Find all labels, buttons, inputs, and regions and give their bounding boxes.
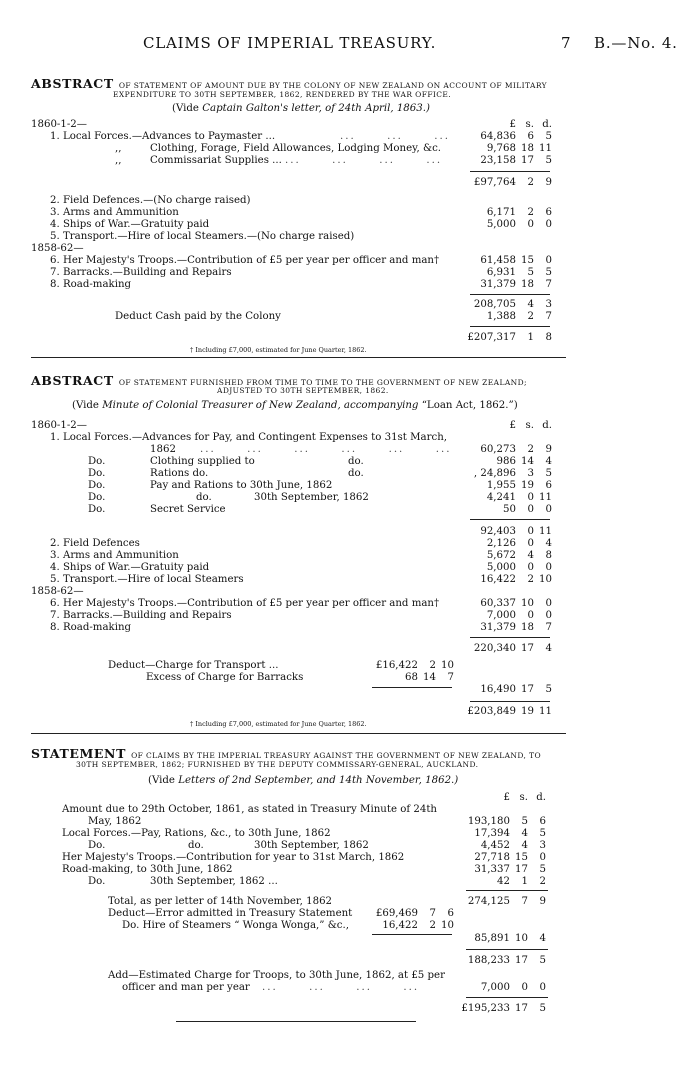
sum-rule (470, 294, 550, 295)
section-2-heading-lead: ABSTRACT (31, 373, 114, 388)
section-3-heading-lead: STATEMENT (31, 746, 126, 761)
pence: 10 (539, 574, 552, 585)
s3-deduct-total (452, 933, 548, 945)
pence: 0 (545, 562, 552, 573)
sum-rule (466, 949, 548, 950)
s2-row-amount (458, 504, 554, 516)
pounds: 5,000 (486, 219, 516, 230)
col-pound: £ (509, 420, 516, 431)
s1-row-amount (458, 219, 554, 231)
s1-row-amount (458, 143, 554, 155)
shillings: 5 (527, 267, 534, 278)
pence: 4 (545, 456, 552, 467)
s2-row-label: 7. Barracks.—Building and Repairs (50, 610, 232, 621)
s1-row-label: 7. Barracks.—Building and Repairs (50, 267, 232, 278)
pounds: 60,337 (480, 598, 516, 609)
sum-rule (372, 687, 452, 688)
shillings: 4 (521, 828, 528, 839)
closing-rule (176, 1021, 416, 1022)
pence: 5 (545, 684, 552, 695)
s3-row-label: 30th September, 1862 ... (150, 876, 278, 887)
pence: 9 (545, 177, 552, 188)
s2-row-amount (458, 538, 554, 550)
pounds: 6,931 (486, 267, 516, 278)
col-shillings: s. (525, 119, 534, 130)
shillings: 7 (521, 896, 528, 907)
s1-row-amount (458, 131, 554, 143)
pence: 5 (545, 468, 552, 479)
s1-row-label: 1. Local Forces.—Advances to Paymaster ... (50, 131, 276, 142)
s1-row-label: Commissariat Supplies ... (150, 155, 282, 166)
shillings: 1 (527, 332, 534, 343)
shillings: 2 (527, 574, 534, 585)
pounds: 193,180 (467, 816, 510, 827)
section-3-vide-source: Letters of 2nd September, and 14th November, 1862.) (178, 775, 459, 786)
shillings: 17 (515, 1003, 528, 1014)
s2-row-amount (458, 550, 554, 562)
pounds: 42 (497, 876, 510, 887)
s1-row-label: 3. Arms and Ammunition (50, 207, 179, 218)
s2-row-label: Clothing supplied to (150, 456, 255, 467)
pence: 0 (545, 504, 552, 515)
pence: 8 (545, 332, 552, 343)
pence: 5 (545, 155, 552, 166)
s2-row-amount (458, 562, 554, 574)
ditto-do: Do. (88, 468, 106, 479)
s1-row-amount (458, 279, 554, 291)
pence: 4 (545, 643, 552, 654)
s2-subtotal (458, 643, 554, 655)
col-pound: £ (503, 792, 510, 803)
s2-row-amount (458, 468, 554, 480)
s3-add-amount (452, 982, 548, 994)
shillings: 0 (521, 982, 528, 993)
s2-row-label: 4. Ships of War.—Gratuity paid (50, 562, 210, 573)
section-3-vide (148, 775, 458, 787)
pence: 8 (545, 550, 552, 561)
ditto-do: do. (348, 456, 364, 467)
pence: 11 (539, 143, 552, 154)
col-pound: £ (509, 119, 516, 130)
s2-row-label: 3. Arms and Ammunition (50, 550, 179, 561)
s2-row-amount (458, 456, 554, 468)
pounds: 50 (503, 504, 516, 515)
pounds: 68 (405, 672, 418, 683)
sum-rule (470, 701, 550, 702)
ditto-do: Do. (88, 840, 106, 851)
section-2-vide-source: Minute of Colonial Treasurer of New Zealand, accompanying (102, 400, 419, 411)
pounds: 5,672 (486, 550, 516, 561)
page-number: 7 (561, 34, 572, 52)
section-divider (31, 357, 566, 358)
pounds: £97,764 (473, 177, 516, 188)
s2-row-label-cont: 1862 (150, 444, 176, 455)
pence: 5 (539, 828, 546, 839)
section-2-footnote: † Including £7,000, estimated for June Quarter, 1862. (190, 720, 367, 728)
section-2-column-headers (458, 420, 554, 432)
s3-row-amount (452, 840, 548, 852)
s2-row-label: 1. Local Forces.—Advances for Pay, and Contingent Expenses to 31st March, (50, 432, 447, 443)
pounds: 4,241 (486, 492, 516, 503)
pounds: 986 (496, 456, 516, 467)
shillings: 0 (527, 219, 534, 230)
section-2-heading-line2: ADJUSTED TO 30TH SEPTEMBER, 1862. (217, 386, 389, 395)
pounds: 61,458 (480, 255, 516, 266)
s3-row-label: 30th September, 1862 (254, 840, 369, 851)
pence: 0 (545, 610, 552, 621)
s2-deduct-transport-label: Deduct—Charge for Transport ... (108, 660, 279, 671)
ditto-do: do. (348, 468, 364, 479)
section-3-heading-line2: 30TH SEPTEMBER, 1862; FURNISHED BY THE DEPUTY COMMISSARY-GENERAL, AUCKLAND. (76, 760, 479, 769)
s1-row-label: Clothing, Forage, Field Allowances, Lodging Money, &c. (150, 143, 442, 154)
s2-row-label: 2. Field Defences (50, 538, 140, 549)
shillings: 2 (527, 207, 534, 218)
leader-dots: ... ... ... ... (285, 155, 443, 166)
pounds: 31,337 (474, 864, 510, 875)
s2-row-label: 5. Transport.—Hire of local Steamers (50, 574, 244, 585)
pence: 0 (539, 852, 546, 863)
pence: 0 (545, 598, 552, 609)
shillings: 17 (521, 684, 534, 695)
s1-row-label: 5. Transport.—Hire of local Steamers.—(No charge raised) (50, 231, 355, 242)
section-1-year-1860: 1860-1-2— (31, 119, 87, 130)
pence: 5 (545, 267, 552, 278)
s2-row-amount (458, 574, 554, 586)
sum-rule (470, 519, 550, 520)
pence: 7 (447, 672, 454, 683)
section-1-vide-prefix: (Vide (172, 103, 199, 114)
shillings: 17 (521, 155, 534, 166)
pence: 9 (545, 444, 552, 455)
shillings: 2 (527, 177, 534, 188)
ditto-do: Do. (88, 492, 106, 503)
shillings: 10 (521, 598, 534, 609)
s3-row-amount (452, 816, 548, 828)
pence: 10 (441, 920, 454, 931)
s2-deduct-barracks-label: Excess of Charge for Barracks (146, 672, 304, 683)
pounds: 23,158 (480, 155, 516, 166)
pounds: £69,469 (375, 908, 418, 919)
s1-row-label: 6. Her Majesty's Troops.—Contribution of £5 per year per officer and man† (50, 255, 440, 266)
sum-rule (466, 997, 548, 998)
shillings: 17 (515, 864, 528, 875)
s3-total-amount (452, 896, 548, 908)
shillings: 19 (521, 706, 534, 717)
section-3-vide-prefix: (Vide (148, 775, 175, 786)
s3-total-label: Total, as per letter of 14th November, 1862 (108, 896, 333, 907)
sum-rule (470, 637, 550, 638)
shillings: 14 (521, 456, 534, 467)
s3-row-amount (452, 876, 548, 888)
pence: 0 (539, 982, 546, 993)
s1-deduct-label: Deduct Cash paid by the Colony (115, 311, 281, 322)
s2-row-amount (458, 622, 554, 634)
pounds: 17,394 (474, 828, 510, 839)
shillings: 19 (521, 480, 534, 491)
shillings: 7 (429, 908, 436, 919)
s3-add-label: Add—Estimated Charge for Troops, to 30th June, 1862, at £5 per (108, 970, 445, 981)
col-pence: d. (536, 792, 546, 803)
shillings: 4 (521, 840, 528, 851)
pence: 7 (545, 622, 552, 633)
section-2-vide-prefix: (Vide (72, 400, 99, 411)
s3-subtotal (452, 955, 548, 967)
pounds: 16,422 (382, 920, 418, 931)
pence: 7 (545, 311, 552, 322)
section-1-heading-line2: EXPENDITURE TO 30TH SEPTEMBER, 1862, RENDERED BY THE WAR OFFICE. (113, 90, 452, 99)
s3-deduct-steamers-amount (360, 920, 456, 932)
shillings: 6 (527, 131, 534, 142)
section-2-vide (72, 400, 518, 412)
pounds: £207,317 (467, 332, 516, 343)
s1-deduct-amount (458, 311, 554, 323)
section-1-vide (172, 103, 430, 115)
s1-row-label: 2. Field Defences.—(No charge raised) (50, 195, 251, 206)
s3-total (452, 1003, 548, 1015)
pounds: 1,388 (486, 311, 516, 322)
shillings: 0 (527, 610, 534, 621)
pounds: 9,768 (486, 143, 516, 154)
s3-row-amount (452, 864, 548, 876)
sum-rule (470, 326, 550, 327)
section-2-heading-line1: OF STATEMENT FURNISHED FROM TIME TO TIME TO THE GOVERNMENT OF NEW ZEALAND; (118, 378, 527, 387)
s3-row-label: Her Majesty's Troops.—Contribution for year to 31st March, 1862 (62, 852, 405, 863)
pounds: 85,891 (474, 933, 510, 944)
shillings: 0 (527, 504, 534, 515)
ditto-do: Do. (88, 876, 106, 887)
pence: 2 (539, 876, 546, 887)
pence: 11 (539, 706, 552, 717)
section-2-year-1858: 1858-62— (31, 586, 84, 597)
pence: 4 (539, 933, 546, 944)
shillings: 2 (527, 444, 534, 455)
ditto-do: do. (196, 492, 212, 503)
section-3-column-headers (452, 792, 548, 804)
shillings: 0 (527, 562, 534, 573)
pence: 0 (545, 255, 552, 266)
pounds: 2,126 (486, 538, 516, 549)
pounds: 274,125 (467, 896, 510, 907)
s3-add-label-cont: officer and man per year (122, 982, 250, 993)
sum-rule (466, 890, 548, 891)
s2-row-amount (458, 480, 554, 492)
s3-row-label: Road-making, to 30th June, 1862 (62, 864, 233, 875)
pounds: , 24,896 (473, 468, 516, 479)
pounds: 6,171 (486, 207, 516, 218)
pounds: 16,490 (480, 684, 516, 695)
s2-subtotal (458, 526, 554, 538)
ditto-do: do. (188, 840, 204, 851)
s2-deduct-transport-amount (360, 660, 456, 672)
pounds: 92,403 (480, 526, 516, 537)
section-1-column-headers (458, 119, 554, 131)
s3-row-label: Amount due to 29th October, 1861, as stated in Treasury Minute of 24th (62, 804, 437, 815)
shillings: 2 (429, 920, 436, 931)
leader-dots: ... ... ... (340, 131, 451, 142)
shillings: 5 (521, 816, 528, 827)
ditto-mark: ,, (115, 143, 122, 154)
s3-row-label: Local Forces.—Pay, Rations, &c., to 30th June, 1862 (62, 828, 331, 839)
shillings: 2 (429, 660, 436, 671)
pounds: 7,000 (486, 610, 516, 621)
pounds: 60,273 (480, 444, 516, 455)
s2-row-label: Secret Service (150, 504, 226, 515)
pence: 3 (545, 299, 552, 310)
section-1-heading-lead: ABSTRACT (31, 76, 114, 91)
s2-row-label: 30th September, 1862 (254, 492, 369, 503)
pence: 11 (539, 492, 552, 503)
leader-dots: ... ... ... ... (262, 982, 420, 993)
pounds: 188,233 (467, 955, 510, 966)
pence: 11 (539, 526, 552, 537)
pence: 5 (545, 131, 552, 142)
shillings: 0 (527, 492, 534, 503)
section-1-heading-line1: OF STATEMENT OF AMOUNT DUE BY THE COLONY OF NEW ZEALAND ON ACCOUNT OF MILITARY (118, 81, 547, 90)
pence: 9 (539, 896, 546, 907)
s3-row-amount (452, 828, 548, 840)
col-pence: d. (542, 420, 552, 431)
pence: 3 (539, 840, 546, 851)
pounds: 64,836 (480, 131, 516, 142)
pounds: 1,955 (486, 480, 516, 491)
s2-row-label: 8. Road-making (50, 622, 132, 633)
shillings: 0 (527, 538, 534, 549)
pence: 6 (447, 908, 454, 919)
pounds: 16,422 (480, 574, 516, 585)
shillings: 18 (521, 622, 534, 633)
s1-row-label: 4. Ships of War.—Gratuity paid (50, 219, 210, 230)
s1-row-amount (458, 155, 554, 167)
section-divider (31, 733, 566, 734)
shillings: 18 (521, 143, 534, 154)
pence: 6 (545, 207, 552, 218)
shillings: 14 (423, 672, 436, 683)
s2-row-label: Rations do. (150, 468, 209, 479)
s3-row-amount (452, 852, 548, 864)
pence: 5 (539, 864, 546, 875)
pounds: 208,705 (473, 299, 516, 310)
s2-row-label: 6. Her Majesty's Troops.—Contribution of £5 per year per officer and man† (50, 598, 440, 609)
pence: 0 (545, 219, 552, 230)
s3-deduct-steamers-label: Do. Hire of Steamers “ Wonga Wonga,” &c., (122, 920, 349, 931)
shillings: 17 (515, 955, 528, 966)
col-shillings: s. (525, 420, 534, 431)
s1-subtotal (458, 177, 554, 189)
pounds: £16,422 (375, 660, 418, 671)
s2-row-amount (458, 444, 554, 456)
s2-deduct-barracks-amount (360, 672, 456, 684)
leader-dots: ... ... ... ... ... ... (200, 444, 452, 455)
pence: 6 (545, 480, 552, 491)
pence: 7 (545, 279, 552, 290)
s1-total (458, 332, 554, 344)
pounds: 220,340 (473, 643, 516, 654)
col-pence: d. (542, 119, 552, 130)
pence: 5 (539, 955, 546, 966)
s3-row-label-cont: May, 1862 (88, 816, 142, 827)
sum-rule (372, 934, 452, 935)
shillings: 18 (521, 279, 534, 290)
shillings: 4 (527, 299, 534, 310)
s1-row-amount (458, 207, 554, 219)
s2-row-amount (458, 610, 554, 622)
section-2-year-1860: 1860-1-2— (31, 420, 87, 431)
shillings: 4 (527, 550, 534, 561)
s3-deduct-error-label: Deduct—Error admitted in Treasury Statement (108, 908, 353, 919)
s2-deduct-total (458, 684, 554, 696)
shillings: 17 (521, 643, 534, 654)
pounds: £195,233 (461, 1003, 510, 1014)
s2-row-amount (458, 598, 554, 610)
section-1-footnote: † Including £7,000, estimated for June Quarter, 1862. (190, 346, 367, 354)
pence: 5 (539, 1003, 546, 1014)
s1-row-label: 8. Road-making (50, 279, 132, 290)
section-1-vide-source: Captain Galton's letter, of 24th April, 1863.) (202, 103, 430, 114)
pounds: 31,379 (480, 279, 516, 290)
s1-row-amount (458, 267, 554, 279)
ditto-do: Do. (88, 480, 106, 491)
s1-subtotal (458, 299, 554, 311)
pence: 6 (539, 816, 546, 827)
section-2-vide-suffix: “Loan Act, 1862.”) (421, 400, 518, 411)
pounds: 5,000 (486, 562, 516, 573)
document-reference: B.—No. 4. (594, 34, 678, 52)
col-shillings: s. (519, 792, 528, 803)
s2-row-amount (458, 492, 554, 504)
shillings: 15 (521, 255, 534, 266)
page-title: CLAIMS OF IMPERIAL TREASURY. (143, 34, 437, 52)
pounds: 7,000 (480, 982, 510, 993)
shillings: 2 (527, 311, 534, 322)
shillings: 10 (515, 933, 528, 944)
s2-row-label: Pay and Rations to 30th June, 1862 (150, 480, 333, 491)
shillings: 1 (521, 876, 528, 887)
pounds: 27,718 (474, 852, 510, 863)
ditto-mark: ,, (115, 155, 122, 166)
section-1-year-1858: 1858-62— (31, 243, 84, 254)
section-3-heading-line1: OF CLAIMS BY THE IMPERIAL TREASURY AGAINST THE GOVERNMENT OF NEW ZEALAND, TO (131, 751, 542, 760)
ditto-do: Do. (88, 456, 106, 467)
ditto-do: Do. (88, 504, 106, 515)
pounds: 4,452 (480, 840, 510, 851)
pence: 10 (441, 660, 454, 671)
sum-rule (470, 171, 550, 172)
s2-total (458, 706, 554, 718)
shillings: 15 (515, 852, 528, 863)
pence: 4 (545, 538, 552, 549)
pounds: 31,379 (480, 622, 516, 633)
pounds: £203,849 (467, 706, 516, 717)
s3-deduct-error-amount (360, 908, 456, 920)
shillings: 0 (527, 526, 534, 537)
shillings: 3 (527, 468, 534, 479)
s1-row-amount (458, 255, 554, 267)
